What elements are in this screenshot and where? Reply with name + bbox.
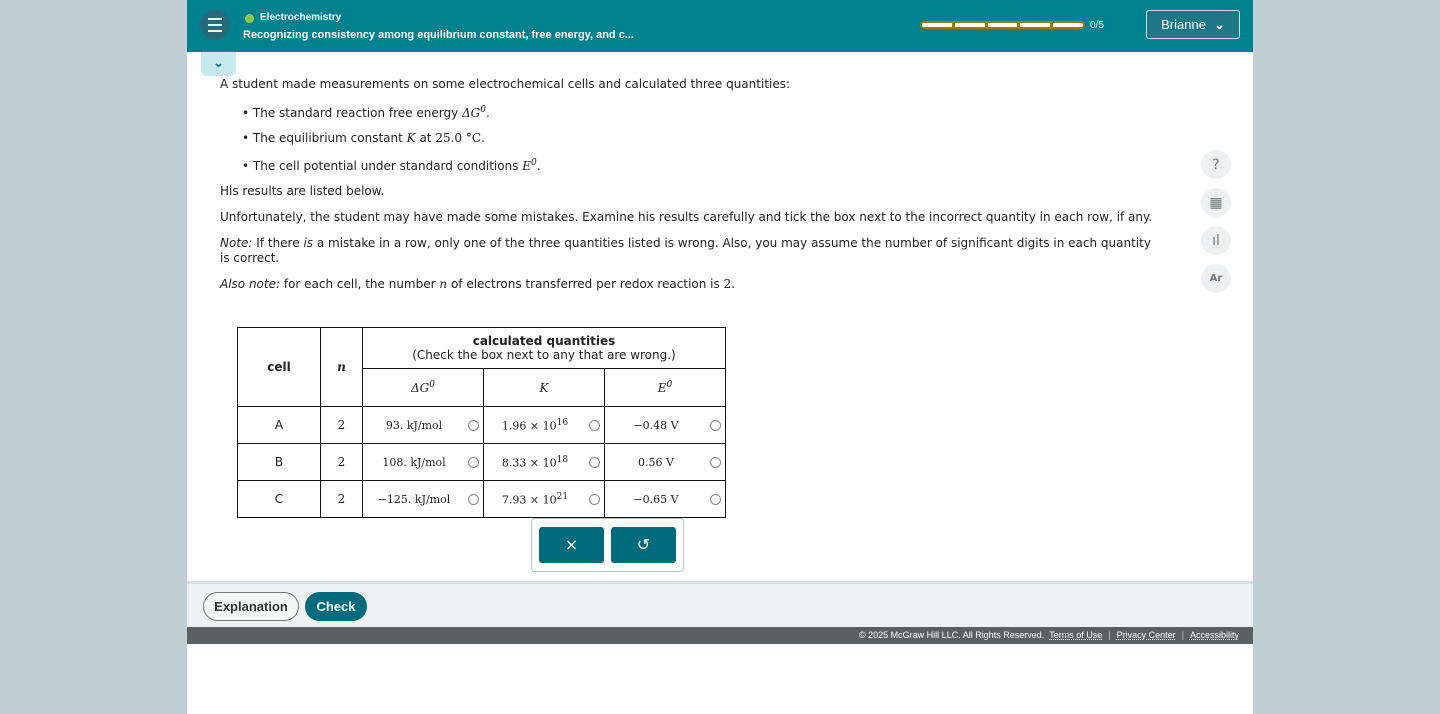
privacy-link[interactable]: Privacy Center xyxy=(1116,630,1176,640)
note-text: Note: If there is a mistake in a row, only one of the three quantities listed is wrong. Also, you may assume the number of significant digits in each quantity is correct. xyxy=(220,236,1151,265)
header-cell: cell xyxy=(238,328,321,407)
collapse-chevron-button[interactable]: ⌄ xyxy=(201,52,236,76)
wrong-checkbox[interactable] xyxy=(710,420,721,431)
user-name: Brianne xyxy=(1161,17,1206,32)
page xyxy=(187,0,1253,714)
instruction-text: Unfortunately, the student may have made some mistakes. Examine his results carefully and tick the box next to the incorrect quantity in each row, if any. xyxy=(220,210,1153,224)
bullet-e: • The cell potential under standard conditions $E^0$. xyxy=(242,158,541,173)
results-table xyxy=(237,327,726,518)
header-n: n xyxy=(321,328,363,407)
periodic-table-icon[interactable]: Ar xyxy=(1201,264,1231,293)
terms-link[interactable]: Terms of Use xyxy=(1049,630,1103,640)
copyright: © 2025 McGraw Hill LLC. All Rights Reserved. xyxy=(859,630,1045,640)
k-value: $8.33 \times 10^{18}$ xyxy=(484,444,605,481)
n-value: 2 xyxy=(321,407,363,444)
table-row xyxy=(238,481,726,518)
wrong-checkbox[interactable] xyxy=(589,420,600,431)
topic-label: Electrochemistry xyxy=(260,12,342,23)
n-value: 2 xyxy=(321,444,363,481)
header-k: K xyxy=(484,369,605,407)
clear-button[interactable]: × xyxy=(539,527,604,563)
intro-text: A student made measurements on some electrochemical cells and calculated three quantities: xyxy=(220,77,791,91)
page-title: Recognizing consistency among equilibrium constant, free energy, and c... xyxy=(243,29,634,41)
calculator-icon[interactable]: ▦ xyxy=(1201,188,1231,217)
n-value: 2 xyxy=(321,481,363,518)
table-row xyxy=(238,407,726,444)
answer-tools xyxy=(531,518,684,572)
explanation-button[interactable]: Explanation xyxy=(203,592,299,621)
check-button[interactable]: Check xyxy=(305,592,367,621)
results-text: His results are listed below. xyxy=(220,184,385,198)
cell-label: C xyxy=(238,481,321,518)
wrong-checkbox[interactable] xyxy=(710,457,721,468)
help-icon[interactable]: ? xyxy=(1201,150,1231,179)
footer: © 2025 McGraw Hill LLC. All Rights Reserved. Terms of Use | Privacy Center | Accessibility xyxy=(187,627,1253,644)
wrong-checkbox[interactable] xyxy=(468,494,479,505)
wrong-checkbox[interactable] xyxy=(589,494,600,505)
e-value: 0.56 V xyxy=(605,444,726,481)
bottom-bar xyxy=(187,581,1253,627)
header-dg: $\Delta G^0$ xyxy=(363,369,484,407)
chart-icon[interactable]: ıl xyxy=(1201,226,1231,255)
bullet-k: • The equilibrium constant K at 25.0 °C. xyxy=(242,131,485,145)
progress-text: 0/5 xyxy=(1090,20,1104,31)
k-value: $1.96 \times 10^{16}$ xyxy=(484,407,605,444)
dg-value: 108. kJ/mol xyxy=(363,444,484,481)
chevron-down-icon: ⌄ xyxy=(1213,16,1225,32)
header xyxy=(187,0,1253,52)
accessibility-link[interactable]: Accessibility xyxy=(1189,630,1239,640)
cell-label: B xyxy=(238,444,321,481)
table-row xyxy=(238,444,726,481)
wrong-checkbox[interactable] xyxy=(468,457,479,468)
also-note-text: Also note: for each cell, the number n of electrons transferred per redox reaction is 2. xyxy=(220,277,736,291)
undo-button[interactable]: ↺ xyxy=(611,527,676,563)
wrong-checkbox[interactable] xyxy=(710,494,721,505)
dg-value: 93. kJ/mol xyxy=(363,407,484,444)
menu-icon xyxy=(208,18,222,20)
k-value: $7.93 \times 10^{21}$ xyxy=(484,481,605,518)
header-quantities: calculated quantities (Check the box next to any that are wrong.) xyxy=(363,328,726,369)
user-menu-button[interactable] xyxy=(1146,10,1240,39)
wrong-checkbox[interactable] xyxy=(468,420,479,431)
cell-label: A xyxy=(238,407,321,444)
e-value: −0.48 V xyxy=(605,407,726,444)
wrong-checkbox[interactable] xyxy=(589,457,600,468)
progress-bar xyxy=(920,21,1085,29)
status-dot-icon xyxy=(245,14,254,23)
bullet-dg: • The standard reaction free energy $\Delta G^0$. xyxy=(242,105,490,120)
header-e: $E^0$ xyxy=(605,369,726,407)
dg-value: −125. kJ/mol xyxy=(363,481,484,518)
menu-button[interactable] xyxy=(200,10,230,40)
e-value: −0.65 V xyxy=(605,481,726,518)
tool-sidebar xyxy=(1201,150,1231,293)
question-body xyxy=(220,77,1160,303)
